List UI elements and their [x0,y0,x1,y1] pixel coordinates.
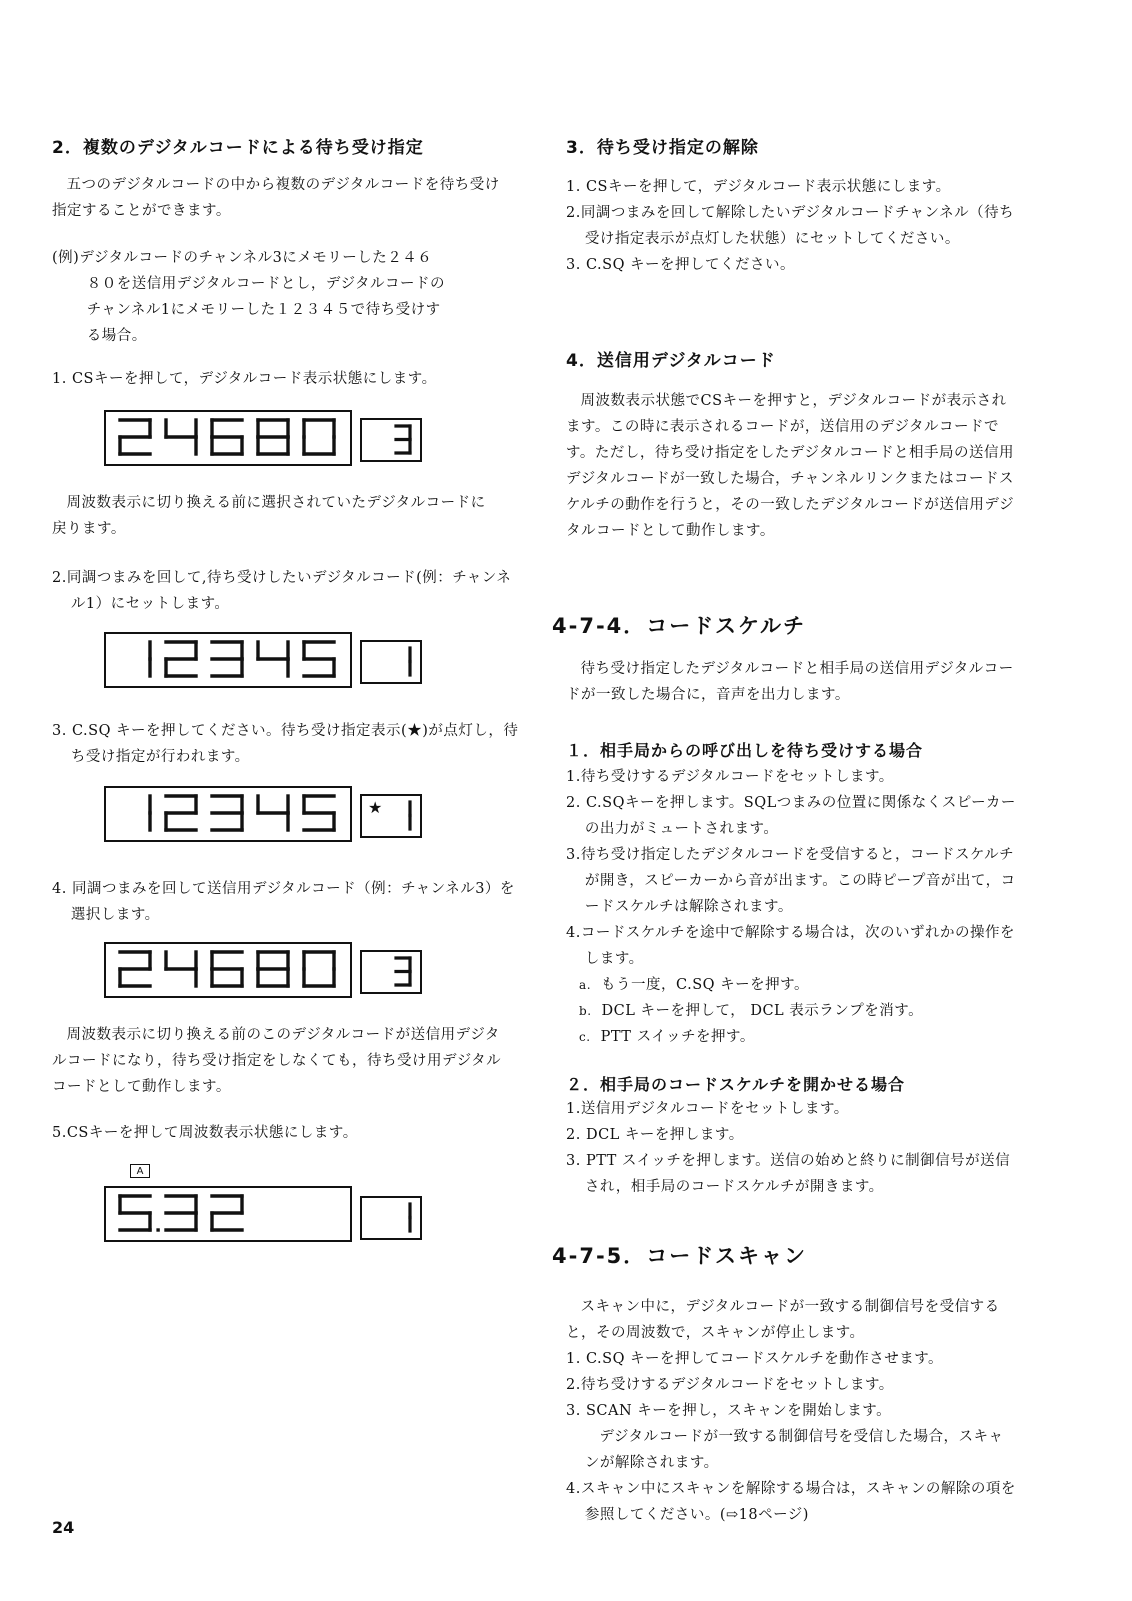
sub-2-list [566,1096,1016,1200]
vfo-a-badge: A [130,1164,150,1178]
note-2: 周波数表示に切り換える前のこのデジタルコードが送信用デジタルコードになり，待ち受け指定をしなくても，待ち受け用デジタルコードとして動作します。 [52,1027,502,1095]
sub1-item-4: 4.コードスケルチを途中で解除する場合は，次のいずれかの操作をします。 [566,925,1015,967]
sub-1-title: １．相手局からの呼び出しを待ち受けする場合 [566,741,924,760]
option-b-mark: b. [579,1004,592,1018]
section-4-body: 周波数表示状態でCSキーを押すと，デジタルコードが表示されます。この時に表示されるコードが，送信用のデジタルコードです。ただし，待ち受け指定をしたデジタルコードと相手局の送信用デジタルコードが一致した場合，チャンネルリンクまたはコードスケルチの動作を行うと，その一致したデジタルコードが送信用デジタルコードとして動作します。 [566,393,1015,539]
sub1-item-3: 3.待ち受け指定したデジタルコードを受信すると，コードスケルチが開き，スピーカーから音が出ます。この時ピープ音が出て，コードスケルチは解除されます。 [566,847,1016,915]
example-line-4: る場合。 [86,328,147,344]
section-474-title: 4-7-4．コードスケルチ [552,614,807,638]
step-2: 2.同調つまみを回して,待ち受けしたいデジタルコード(例：チャンネル1）にセットします。 [52,570,512,612]
lcd-display-3 [104,786,352,842]
lcd-display-2 [104,632,352,688]
section-4-title: 4．送信用デジタルコード [566,351,776,371]
s475-body: スキャン中に，デジタルコードが一致する制御信号を受信すると，その周波数で，スキャンが停止します。 [566,1299,1000,1341]
section-475-content [566,1294,1016,1528]
section-3-list [566,174,1016,278]
lcd-channel-3 [360,794,422,838]
lcd-frequency [106,1188,350,1240]
sub2-item-1: 1.送信用デジタルコードをセットします。 [566,1101,849,1117]
sub-1-list [566,764,1016,1050]
sub1-item-2: 2. C.SQキーを押します。SQLつまみの位置に関係なくスピーカーの出力がミュートされます。 [566,795,1016,837]
example-block [52,245,512,349]
option-c-text: PTT スイッチを押す。 [600,1029,755,1045]
step-3: 3. C.SQ キーを押してください。待ち受け指定表示(★)が点灯し，待ち受け指定が行われます。 [52,723,519,765]
section-474-body: 待ち受け指定したデジタルコードと相手局の送信用デジタルコードが一致した場合に，音声を出力します。 [566,661,1014,703]
sub1-option-a [566,972,1016,998]
s475-item-2: 2.待ち受けするデジタルコードをセットします。 [566,1377,894,1393]
s475-item-3-note: デジタルコードが一致する制御信号を受信した場合，スキャンが解除されます。 [584,1429,1004,1471]
note-1: 周波数表示に切り換える前に選択されていたデジタルコードに戻ります。 [52,495,486,537]
example-line-3: チャンネル1にメモリーした１２３４５で待ち受けす [86,302,441,318]
lcd-channel-digit-1 [362,420,420,460]
step-1: 1. CSキーを押して，デジタルコード表示状態にします。 [52,371,437,387]
example-line-2: ８０を送信用デジタルコードとし，デジタルコードの [86,276,446,292]
section-475-title: 4-7-5．コードスキャン [552,1244,808,1268]
lcd-channel-digit-4 [362,952,420,992]
step-4: 4. 同調つまみを回して送信用デジタルコード（例：チャンネル3）を選択します。 [52,881,515,923]
lcd-display-1 [104,410,352,466]
s475-item-3: 3. SCAN キーを押し，スキャンを開始します。 [566,1403,892,1419]
option-a-mark: a. [579,978,592,992]
lcd-channel-digit-5 [362,1198,420,1238]
lcd-display-5 [104,1186,352,1242]
lcd-channel-4 [360,950,422,994]
lcd-digits-4 [106,944,350,996]
lcd-channel-1 [360,418,422,462]
s3-item-1: 1. CSキーを押して，デジタルコード表示状態にします。 [566,179,951,195]
lcd-digits-3 [106,788,350,840]
sub2-item-2: 2. DCL キーを押します。 [566,1127,744,1143]
star-indicator: ★ [368,798,383,817]
example-line-1: (例)デジタルコードのチャンネル3にメモリーした２４６ [52,250,433,266]
option-a-text: もう一度，C.SQ キーを押す。 [601,977,809,993]
lcd-decimal-point [156,1228,159,1231]
section-2-intro: 五つのデジタルコードの中から複数のデジタルコードを待ち受け指定することができます。 [52,177,500,219]
section-2-title: 2．複数のデジタルコードによる待ち受け指定 [52,138,424,158]
lcd-channel-digit-2 [362,642,420,682]
s475-item-4: 4.スキャン中にスキャンを解除する場合は，スキャンの解除の項を参照してください。(⇨18ページ) [566,1481,1016,1523]
s475-item-1: 1. C.SQ キーを押してコードスケルチを動作させます。 [566,1351,944,1367]
lcd-channel-5 [360,1196,422,1240]
s3-item-3: 3. C.SQ キーを押してください。 [566,257,796,273]
lcd-channel-2 [360,640,422,684]
section-3-title: 3．待ち受け指定の解除 [566,138,759,158]
option-b-text: DCL キーを押して， DCL 表示ランプを消す。 [601,1003,924,1019]
lcd-digits-2 [106,634,350,686]
lcd-display-4 [104,942,352,998]
lcd-digits-1 [106,412,350,464]
option-c-mark: c. [579,1030,591,1044]
sub-2-title: ２．相手局のコードスケルチを開かせる場合 [566,1075,906,1094]
step-5: 5.CSキーを押して周波数表示状態にします。 [52,1125,358,1141]
s3-item-2: 2.同調つまみを回して解除したいデジタルコードチャンネル（待ち受け指定表示が点灯した状態）にセットしてください。 [566,205,1015,247]
sub1-item-1: 1.待ち受けするデジタルコードをセットします。 [566,769,894,785]
page-number: 24 [52,1518,75,1537]
sub1-option-c [566,1024,1016,1050]
sub2-item-3: 3. PTT スイッチを押します。送信の始めと終りに制御信号が送信され，相手局のコードスケルチが開きます。 [566,1153,1011,1195]
sub1-option-b [566,998,1016,1024]
